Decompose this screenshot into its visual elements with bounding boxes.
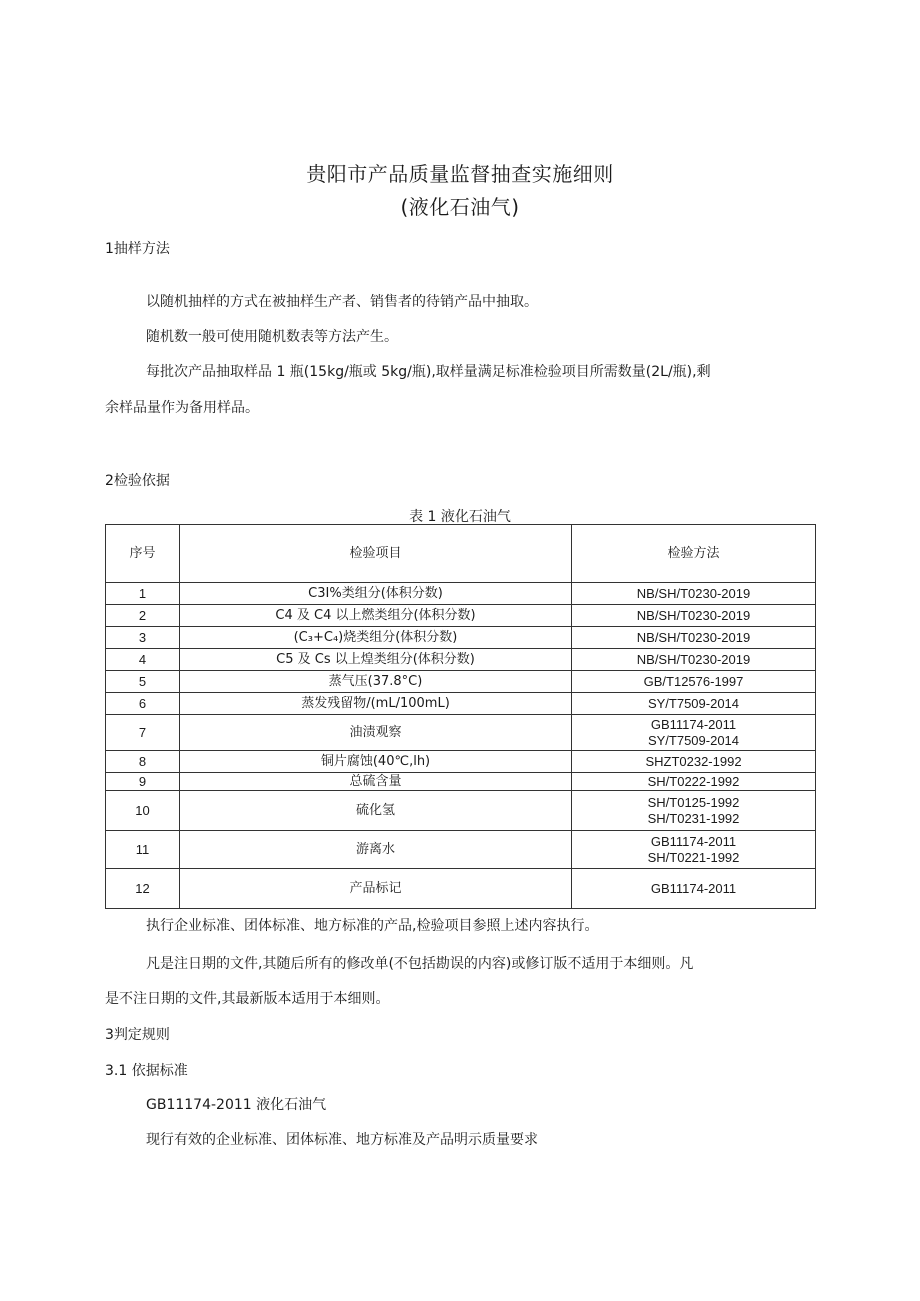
table-row — [106, 649, 816, 671]
standard-item: 现行有效的企业标准、团体标准、地方标准及产品明示质量要求 — [146, 1132, 538, 1148]
method-line: NB/SH/T0230-2019 — [636, 585, 751, 601]
table-caption: 表 1 液化石油气 — [409, 509, 511, 525]
paragraph: 余样品量作为备用样品。 — [105, 400, 259, 416]
method-line: SY/T7509-2014 — [647, 732, 740, 748]
table-row — [106, 583, 816, 605]
row-number-cell: 6 — [106, 693, 180, 715]
inspection-method-cell — [572, 869, 816, 909]
table-header-row — [106, 525, 816, 583]
inspection-item-cell: 铜片腐蚀(40℃,lh) — [180, 751, 572, 773]
inspection-item-cell: 总硫含量 — [180, 773, 572, 791]
method-line: SY/T7509-2014 — [647, 695, 740, 711]
table-row — [106, 693, 816, 715]
header-cell: 序号 — [106, 525, 180, 583]
inspection-method-cell — [572, 627, 816, 649]
section-3-heading: 3判定规则 — [105, 1027, 170, 1043]
inspection-item-cell: C3Ⅰ%类组分(体积分数) — [180, 583, 572, 605]
table-row — [106, 671, 816, 693]
method-line: SH/T0125-1992 — [647, 794, 740, 810]
table-row — [106, 869, 816, 909]
inspection-method-cell — [572, 715, 816, 751]
table-row — [106, 791, 816, 831]
row-number-cell: 3 — [106, 627, 180, 649]
table-row — [106, 605, 816, 627]
row-number-cell: 5 — [106, 671, 180, 693]
inspection-method-cell — [572, 791, 816, 831]
inspection-method-cell — [572, 751, 816, 773]
inspection-method-cell — [572, 773, 816, 791]
inspection-method-cell — [572, 671, 816, 693]
method-line: NB/SH/T0230-2019 — [636, 607, 751, 623]
header-cell: 检验项目 — [180, 525, 572, 583]
table-row — [106, 715, 816, 751]
row-number-cell: 1 — [106, 583, 180, 605]
method-line: GB/T12576-1997 — [643, 673, 744, 689]
method-line: GB11174-2011 — [650, 716, 737, 732]
method-line: NB/SH/T0230-2019 — [636, 651, 751, 667]
row-number-cell: 10 — [106, 791, 180, 831]
inspection-item-cell: 硫化氢 — [180, 791, 572, 831]
standard-item: GB11174-2011 液化石油气 — [146, 1097, 327, 1113]
inspection-item-cell: 油渍观察 — [180, 715, 572, 751]
method-line: GB11174-2011 — [650, 833, 737, 849]
row-number-cell: 7 — [106, 715, 180, 751]
paragraph: 凡是注日期的文件,其随后所有的修改单(不包括勘误的内容)或修订版不适用于本细则。凡 — [146, 956, 694, 972]
inspection-item-cell: 游离水 — [180, 831, 572, 869]
inspection-item-cell: (C₃+C₄)烧类组分(体积分数) — [180, 627, 572, 649]
row-number-cell: 2 — [106, 605, 180, 627]
paragraph: 每批次产品抽取样品 1 瓶(15kg/瓶或 5kg/瓶),取样量满足标准检验项目所需数量(2L/瓶),剩 — [146, 364, 711, 380]
header-cell: 检验方法 — [572, 525, 816, 583]
section-3-1-heading: 3.1 依据标准 — [105, 1063, 188, 1079]
method-line: NB/SH/T0230-2019 — [636, 629, 751, 645]
section-2-heading: 2检验依据 — [105, 473, 170, 489]
inspection-method-cell — [572, 693, 816, 715]
inspection-item-cell: 产品标记 — [180, 869, 572, 909]
table-row — [106, 627, 816, 649]
paragraph: 是不注日期的文件,其最新版本适用于本细则。 — [105, 991, 390, 1007]
table-row — [106, 773, 816, 791]
inspection-method-cell — [572, 649, 816, 671]
row-number-cell: 8 — [106, 751, 180, 773]
inspection-item-cell: C4 及 C4 以上燃类组分(体积分数) — [180, 605, 572, 627]
row-number-cell: 11 — [106, 831, 180, 869]
inspection-method-cell — [572, 831, 816, 869]
document-subtitle: (液化石油气) — [400, 195, 520, 219]
method-line: SH/T0222-1992 — [647, 773, 740, 789]
method-line: GB11174-2011 — [650, 880, 737, 896]
row-number-cell: 4 — [106, 649, 180, 671]
paragraph: 随机数一般可使用随机数表等方法产生。 — [146, 329, 398, 345]
row-number-cell: 12 — [106, 869, 180, 909]
inspection-item-cell: 蒸发残留物/(mL/100mL) — [180, 693, 572, 715]
method-line: SH/T0231-1992 — [647, 810, 740, 826]
paragraph: 以随机抽样的方式在被抽样生产者、销售者的待销产品中抽取。 — [146, 294, 538, 310]
inspection-item-cell: C5 及 Cs 以上煌类组分(体积分数) — [180, 649, 572, 671]
document-title: 贵阳市产品质量监督抽查实施细则 — [306, 162, 614, 186]
inspection-table — [105, 524, 816, 909]
inspection-item-cell: 蒸气压(37.8°C) — [180, 671, 572, 693]
inspection-method-cell — [572, 605, 816, 627]
method-line: SH/T0221-1992 — [647, 849, 740, 865]
table-row — [106, 751, 816, 773]
table-row — [106, 831, 816, 869]
method-line: SHZT0232-1992 — [645, 753, 742, 769]
section-1-heading: 1抽样方法 — [105, 241, 170, 257]
row-number-cell: 9 — [106, 773, 180, 791]
inspection-method-cell — [572, 583, 816, 605]
paragraph: 执行企业标准、团体标准、地方标准的产品,检验项目参照上述内容执行。 — [146, 918, 599, 934]
